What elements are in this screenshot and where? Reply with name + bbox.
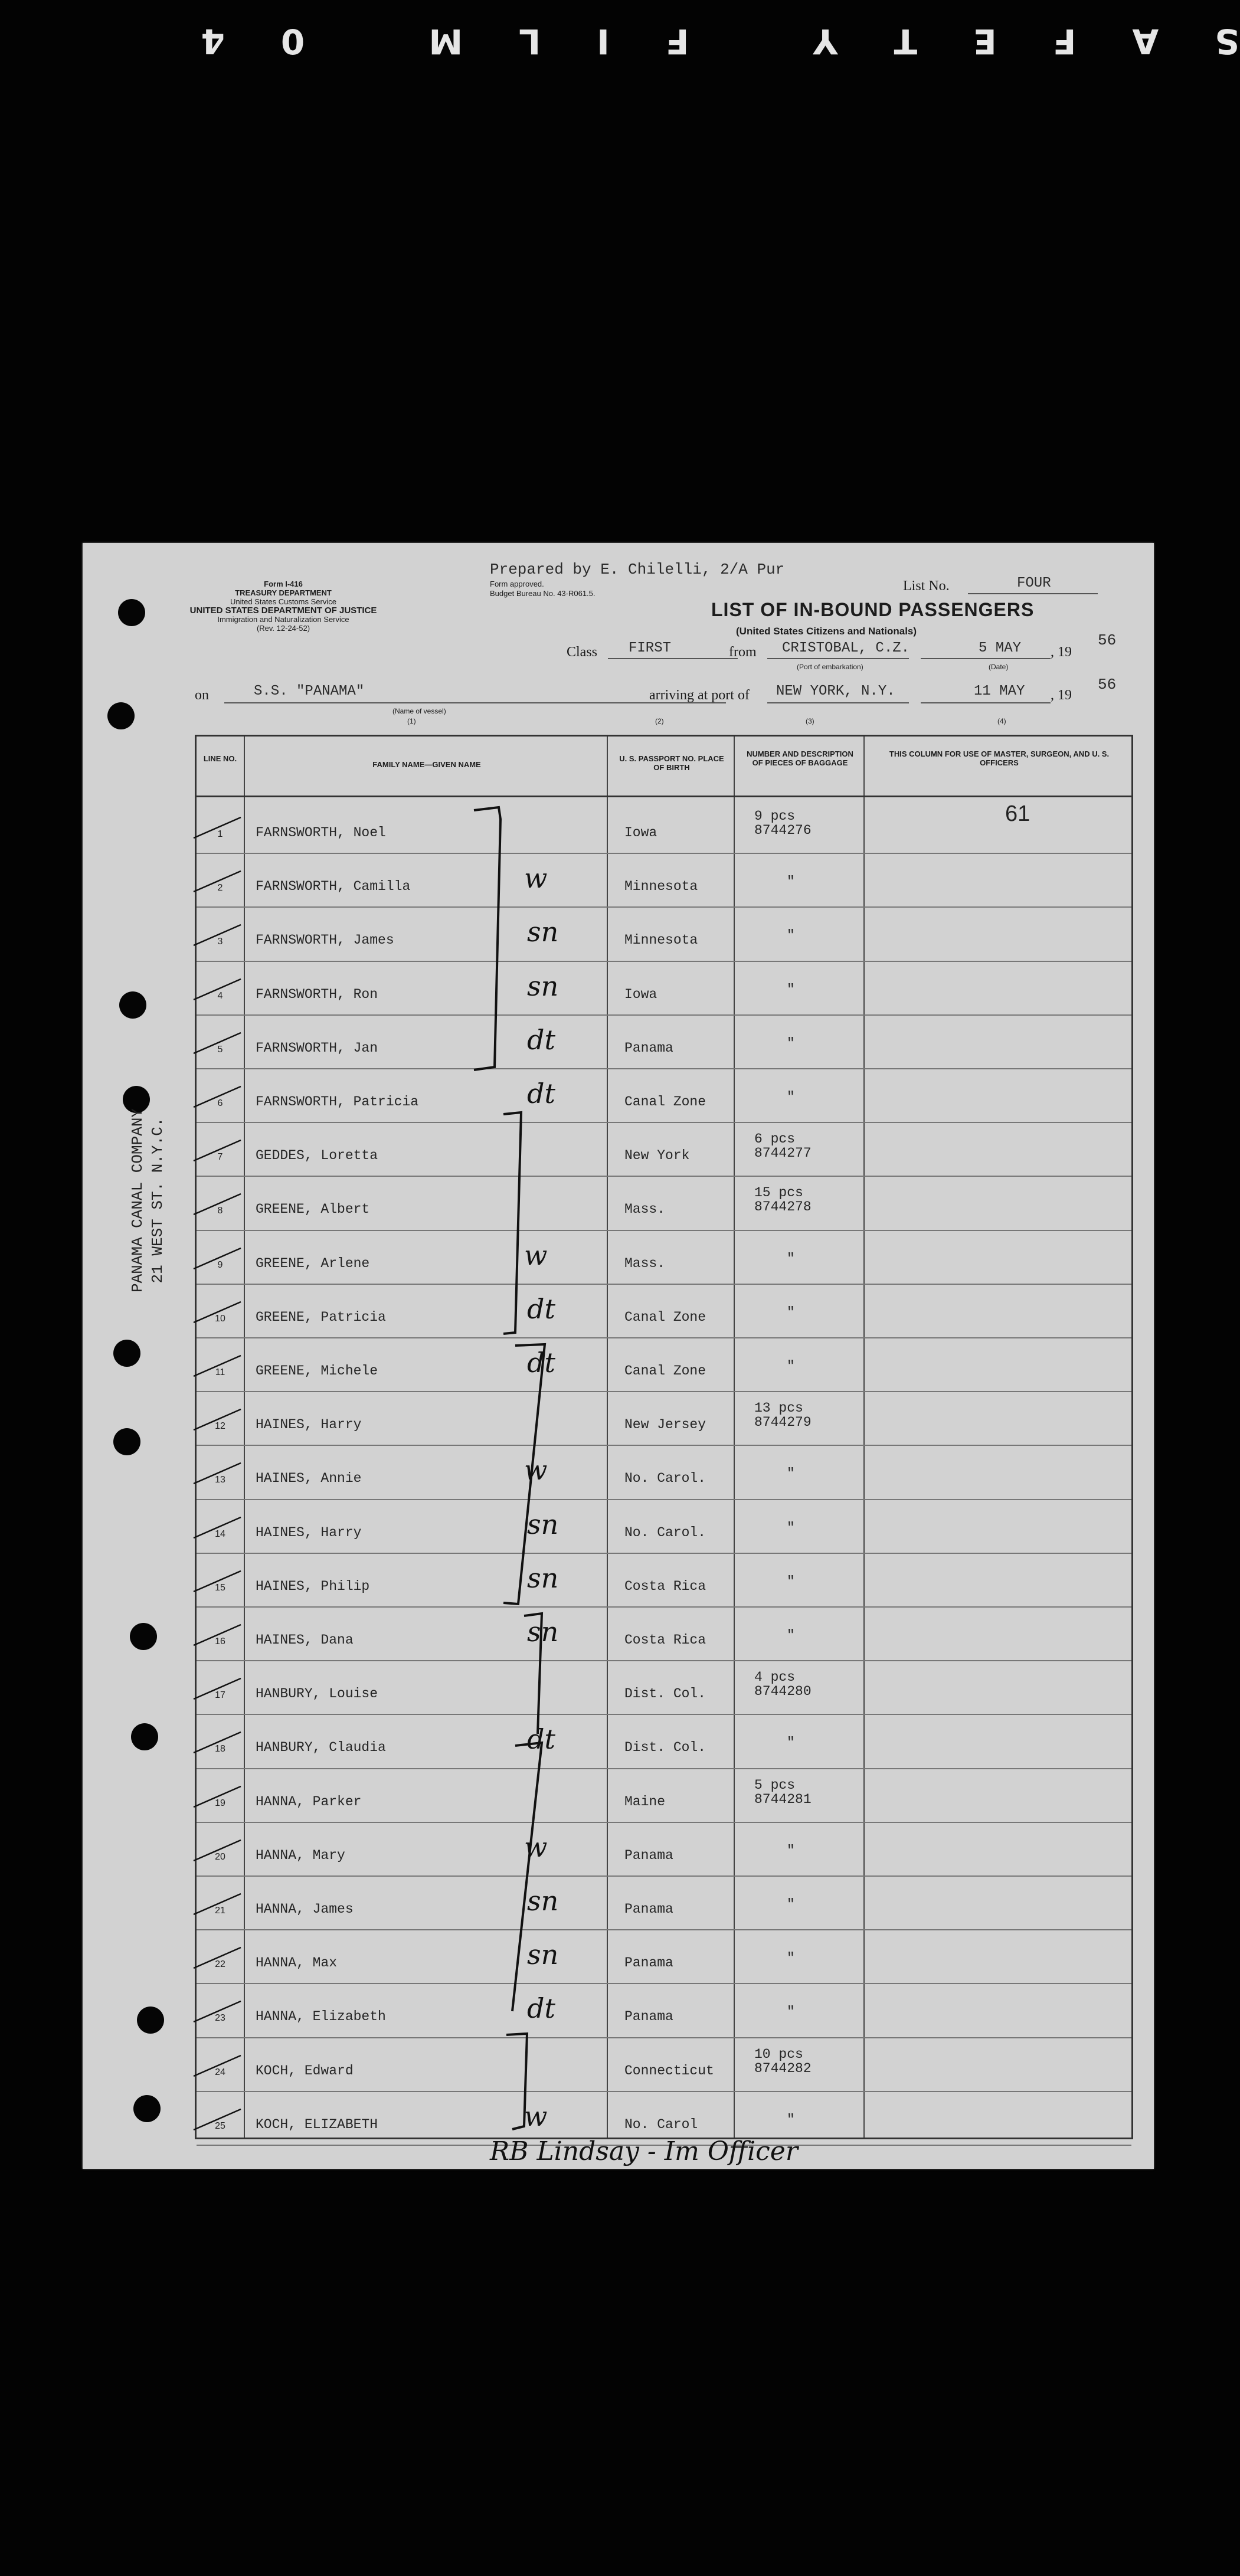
bracket-farnsworth [474,807,500,1070]
class-label: Class [567,644,598,660]
row-name: FARNSWORTH, Camilla [256,879,411,895]
row-baggage-ditto: " [787,981,795,997]
row-birthplace: Costa Rica [624,1578,706,1594]
row-name: HANBURY, Claudia [256,1740,386,1756]
row-baggage-ditto: " [787,2112,795,2127]
row-name: FARNSWORTH, Jan [256,1040,378,1056]
row-line-no: 9 [217,1259,223,1270]
row-relation-mark: sn [527,1939,559,1971]
row-baggage-count: 9 pcs [754,809,796,824]
row-birthplace: Canal Zone [624,1094,706,1109]
row-name: HANBURY, Louise [256,1686,378,1702]
list-no-value: FOUR [1017,575,1051,591]
punch-hole [131,1723,158,1750]
arrival-date: 11 MAY [974,683,1025,699]
arriving-label: arriving at port of [649,688,750,703]
row-relation-mark: dt [527,1347,555,1379]
form-number: Form I-416 [264,580,303,588]
row-relation-mark: w [524,1454,548,1487]
row-line-no: 4 [217,990,223,1001]
bracket-koch [506,2034,527,2129]
row-line-no: 23 [215,2013,225,2024]
row-name: FARNSWORTH, Noel [256,825,386,840]
row-baggage-ditto: " [787,1573,795,1589]
row-line-no: 17 [215,1690,225,1701]
row-baggage-ditto: " [787,1304,795,1320]
row-name: HAINES, Harry [256,1524,362,1540]
bracket-hanbury [524,1613,542,1734]
row-relation-mark: dt [527,1992,555,2025]
row-relation-mark: sn [527,1508,559,1540]
row-line-no: 24 [215,2067,225,2077]
row-baggage-number: 8744282 [754,2060,812,2076]
revision-label: (Rev. 12-24-52) [256,624,310,633]
from-port: CRISTOBAL, C.Z. [782,640,910,656]
row-relation-mark: w [524,1831,548,1863]
from-label: from [729,644,757,660]
row-relation-mark: w [524,1239,548,1271]
budget-bureau: Budget Bureau No. 43-R061.5. [490,589,596,598]
justice-label: UNITED STATES DEPARTMENT OF JUSTICE [189,605,377,616]
row-birthplace: Costa Rica [624,1632,706,1648]
document-title: LIST OF IN-BOUND PASSENGERS [711,599,1035,620]
list-no-underline [968,593,1098,594]
punch-hole [133,2095,161,2122]
row-birthplace: Dist. Col. [624,1686,706,1702]
prepared-by-stamp: Prepared by E. Chilelli, 2/A Pur [490,561,785,578]
row-line-no: 21 [215,1906,225,1916]
row-birthplace: Connecticut [624,2063,714,2079]
column-header-name: FAMILY NAME—GIVEN NAME [372,760,481,769]
row-name: HANNA, James [256,1901,354,1917]
family-brackets [197,737,1135,2141]
row-relation-mark: dt [527,1292,555,1325]
row-baggage-number: 8744278 [754,1199,812,1215]
safety-film-banner: SAFETY FILM 04 [145,21,1239,61]
row-baggage-ditto: " [787,1842,795,1858]
side-stamp-company: PANAMA CANAL COMPANY [129,1108,146,1293]
row-name: KOCH, Edward [256,2063,354,2079]
row-birthplace: Minnesota [624,932,698,948]
row-name: GREENE, Albert [256,1202,370,1217]
side-stamp-address: 21 WEST ST. N.Y.C. [149,1117,166,1284]
row-name: HAINES, Philip [256,1578,370,1594]
form-agency-block [183,580,384,633]
row-name: FARNSWORTH, Patricia [256,1094,419,1109]
row-baggage-number: 8744279 [754,1415,812,1431]
row-relation-mark: dt [527,1078,555,1109]
row-line-no: 5 [217,1044,223,1055]
document-subtitle: (United States Citizens and Nationals) [736,626,917,637]
row-birthplace: Canal Zone [624,1309,706,1325]
row-name: KOCH, ELIZABETH [256,2116,378,2132]
treasury-label: TREASURY DEPARTMENT [235,588,332,597]
row-line-no: 10 [215,1313,225,1324]
row-name: HANNA, Max [256,1955,338,1971]
row-birthplace: Mass. [624,1202,666,1217]
row-line-no: 1 [217,829,223,839]
row-relation-mark: dt [527,1723,555,1756]
row-baggage-number: 8744277 [754,1145,812,1161]
row-name: HAINES, Annie [256,1471,362,1487]
row-relation-mark: sn [527,1616,559,1648]
row-relation-mark: dt [527,1023,555,1056]
on-label: on [195,688,209,703]
row-baggage-count: 6 pcs [754,1131,796,1147]
from-date-underline [921,658,1051,659]
column-header-baggage: NUMBER AND DESCRIPTION OF PIECES OF BAGGAGE [747,749,853,767]
row-line-no: 22 [215,1959,225,1970]
customs-label: United States Customs Service [230,597,336,606]
row-line-no: 11 [215,1367,225,1377]
row-line-no: 19 [215,1798,225,1808]
row-line-no: 7 [217,1152,223,1163]
row-name: GEDDES, Loretta [256,1148,378,1164]
form-approved: Form approved. [490,580,544,588]
col-caption-4: (4) [997,717,1006,725]
punch-hole [119,991,146,1019]
row-baggage-ditto: " [787,928,795,944]
row-line-no: 2 [217,883,223,893]
row-baggage-count: 15 pcs [754,1185,803,1201]
row-birthplace: Panama [624,1955,673,1971]
bracket-hanna [512,1743,542,2011]
row-line-no: 16 [215,1636,225,1647]
row-relation-mark: w [524,862,548,895]
col-caption-3: (3) [806,717,814,725]
row-line-no: 20 [215,1851,225,1862]
row-birthplace: Maine [624,1793,666,1809]
row-baggage-ditto: " [787,1251,795,1266]
vessel-caption: (Name of vessel) [392,707,446,715]
ins-label: Immigration and Naturalization Service [217,615,349,624]
row-baggage-number: 8744276 [754,823,812,838]
row-baggage-number: 8744281 [754,1791,812,1807]
column-header-passport: U. S. PASSPORT NO. PLACE OF BIRTH [619,754,724,772]
row-baggage-ditto: " [787,1897,795,1912]
row-baggage-ditto: " [787,874,795,890]
row-name: HANNA, Elizabeth [256,2009,386,2025]
from-underline [767,658,909,659]
row-line-no: 13 [215,1475,225,1485]
row-name: GREENE, Michele [256,1363,378,1379]
side-stamp [127,1088,168,1312]
row-birthplace: Iowa [624,986,657,1002]
from-year: 56 [1098,631,1117,649]
row-baggage-ditto: " [787,1735,795,1751]
col-caption-1: (1) [407,717,416,725]
row-name: FARNSWORTH, James [256,932,394,948]
punch-hole [130,1623,157,1650]
row-baggage-ditto: " [787,2004,795,2020]
punch-hole [137,2007,164,2034]
arrival-date-underline [921,702,1051,703]
row-baggage-ditto: " [787,1089,795,1105]
row-name: GREENE, Arlene [256,1255,370,1271]
row-baggage-count: 4 pcs [754,1670,796,1685]
manifest-sheet [83,543,1154,2169]
port-caption: (Port of embarkation) [797,663,863,671]
row-line-no: 6 [217,1098,223,1108]
row-line-no: 3 [217,937,223,947]
row-birthplace: Panama [624,1040,673,1056]
passenger-table [195,735,1133,2139]
row-line-no: 8 [217,1206,223,1216]
row-birthplace: New Jersey [624,1417,706,1433]
column-header-line-no: LINE NO. [203,754,237,763]
row-name: FARNSWORTH, Ron [256,986,378,1002]
punch-hole [118,599,145,626]
row-name: HANNA, Parker [256,1793,362,1809]
row-line-no: 15 [215,1582,225,1593]
row-birthplace: Minnesota [624,879,698,895]
row-name: HAINES, Harry [256,1417,362,1433]
row-name: GREENE, Patricia [256,1309,386,1325]
row-baggage-ditto: " [787,1466,795,1482]
column-header-officers: THIS COLUMN FOR USE OF MASTER, SURGEON, AND U. S. OFFICERS [889,749,1110,767]
row-baggage-count: 5 pcs [754,1777,796,1793]
row-baggage-ditto: " [787,1628,795,1643]
row-line-no: 25 [215,2120,225,2131]
punch-hole [113,1340,140,1367]
row-birthplace: Panama [624,1847,673,1863]
row-baggage-ditto: " [787,1035,795,1051]
row-line-no: 12 [215,1421,225,1432]
arrival-year-prefix: , 19 [1051,688,1072,703]
officer-note: 61 [1005,801,1030,826]
row-baggage-ditto: " [787,1950,795,1966]
arrival-port-underline [767,702,909,703]
col-caption-2: (2) [655,717,664,725]
from-year-prefix: , 19 [1051,644,1072,660]
class-value: FIRST [629,640,672,656]
row-birthplace: Panama [624,2009,673,2025]
bracket-haines [503,1344,548,1604]
row-line-no: 14 [215,1528,225,1539]
row-birthplace: No. Carol. [624,1524,706,1540]
row-baggage-number: 8744280 [754,1684,812,1700]
row-birthplace: Iowa [624,825,657,840]
row-baggage-count: 10 pcs [754,2046,803,2062]
from-date: 5 MAY [979,640,1022,656]
bracket-greene [503,1112,521,1334]
row-birthplace: Canal Zone [624,1363,706,1379]
arrival-port: NEW YORK, N.Y. [776,683,895,699]
row-baggage-ditto: " [787,1359,795,1374]
row-birthplace: Dist. Col. [624,1740,706,1756]
vessel-name: S.S. "PANAMA" [254,683,365,699]
row-baggage-count: 13 pcs [754,1400,803,1416]
punch-hole [107,702,135,729]
row-relation-mark: sn [527,1562,559,1594]
row-name: HANNA, Mary [256,1847,345,1863]
list-no-label: List No. [903,578,950,594]
row-birthplace: Mass. [624,1255,666,1271]
arrival-year: 56 [1098,676,1117,693]
row-relation-mark: sn [527,916,559,948]
row-relation-mark: w [524,2100,548,2132]
row-line-no: 18 [215,1744,225,1755]
date-caption: (Date) [989,663,1009,671]
row-birthplace: No. Carol. [624,1471,706,1487]
signature: RB Lindsay - Im Officer [490,2136,798,2166]
class-underline [608,658,738,659]
row-relation-mark: sn [527,970,559,1002]
row-name: HAINES, Dana [256,1632,354,1648]
row-baggage-ditto: " [787,1520,795,1536]
row-birthplace: Panama [624,1901,673,1917]
row-relation-mark: sn [527,1885,559,1917]
row-birthplace: No. Carol [624,2116,698,2132]
punch-hole [113,1428,140,1455]
row-birthplace: New York [624,1148,690,1164]
